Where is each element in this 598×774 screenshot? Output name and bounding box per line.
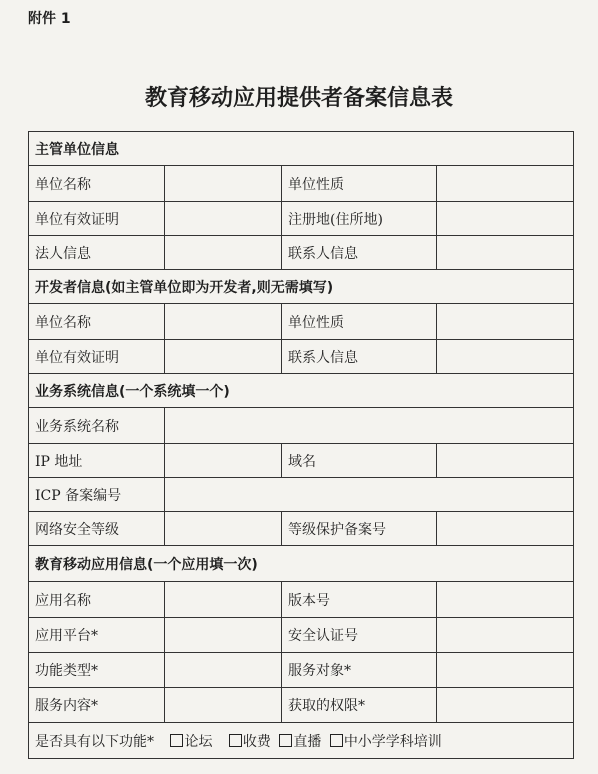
attachment-label: 附件 1 xyxy=(28,11,71,27)
section-app-header xyxy=(29,546,574,582)
field-label: 联系人信息 xyxy=(282,236,437,270)
field-label: 单位名称 xyxy=(29,304,165,340)
section-system-header xyxy=(29,374,574,408)
field-label: 法人信息 xyxy=(29,236,165,270)
section-supervisor-header xyxy=(29,132,574,166)
field-label: 安全认证号 xyxy=(282,618,437,653)
field-label: 获取的权限* xyxy=(282,688,437,723)
field-label: 服务内容* xyxy=(29,688,165,723)
field-label: 功能类型* xyxy=(29,653,165,688)
field-label: 域名 xyxy=(282,444,437,478)
supervisor-unit-cert-input[interactable] xyxy=(165,202,282,236)
supervisor-legal-person-input[interactable] xyxy=(165,236,282,270)
field-label: 业务系统名称 xyxy=(29,408,165,444)
field-label: 网络安全等级 xyxy=(29,512,165,546)
field-label: 单位有效证明 xyxy=(29,202,165,236)
system-security-level-input[interactable] xyxy=(165,512,282,546)
system-domain-input[interactable] xyxy=(437,444,574,478)
option-live[interactable]: 直播 xyxy=(279,734,321,750)
section-developer-header xyxy=(29,270,574,304)
system-name-input[interactable] xyxy=(165,408,574,444)
table-row xyxy=(29,340,574,374)
supervisor-contact-input[interactable] xyxy=(437,236,574,270)
field-label: IP 地址 xyxy=(29,444,165,478)
field-label: 应用名称 xyxy=(29,582,165,618)
table-row xyxy=(29,688,574,723)
app-platform-input[interactable] xyxy=(165,618,282,653)
field-label: 单位名称 xyxy=(29,166,165,202)
option-forum[interactable]: 论坛 xyxy=(170,734,212,750)
filing-info-table xyxy=(28,131,574,759)
section-title: 开发者信息(如主管单位即为开发者,则无需填写) xyxy=(29,270,574,304)
field-label: ICP 备案编号 xyxy=(29,478,165,512)
table-row xyxy=(29,304,574,340)
field-label: 等级保护备案号 xyxy=(282,512,437,546)
section-title: 业务系统信息(一个系统填一个) xyxy=(29,374,574,408)
table-row xyxy=(29,166,574,202)
app-cert-no-input[interactable] xyxy=(437,618,574,653)
table-row xyxy=(29,582,574,618)
developer-unit-name-input[interactable] xyxy=(165,304,282,340)
app-content-input[interactable] xyxy=(165,688,282,723)
field-label: 单位性质 xyxy=(282,304,437,340)
table-row xyxy=(29,512,574,546)
function-options-row xyxy=(29,723,574,759)
app-func-type-input[interactable] xyxy=(165,653,282,688)
developer-contact-input[interactable] xyxy=(437,340,574,374)
option-charge[interactable]: 收费 xyxy=(229,734,271,750)
checkbox-icon[interactable] xyxy=(170,734,183,747)
section-title: 主管单位信息 xyxy=(29,132,574,166)
developer-unit-nature-input[interactable] xyxy=(437,304,574,340)
field-label: 是否具有以下功能* xyxy=(35,733,154,750)
app-name-input[interactable] xyxy=(165,582,282,618)
field-label: 联系人信息 xyxy=(282,340,437,374)
table-row xyxy=(29,723,574,759)
checkbox-icon[interactable] xyxy=(330,734,343,747)
table-row xyxy=(29,478,574,512)
form-title: 教育移动应用提供者备案信息表 xyxy=(144,86,453,111)
table-row xyxy=(29,618,574,653)
checkbox-icon[interactable] xyxy=(229,734,242,747)
table-row xyxy=(29,202,574,236)
field-label: 单位有效证明 xyxy=(29,340,165,374)
field-label: 版本号 xyxy=(282,582,437,618)
app-permissions-input[interactable] xyxy=(437,688,574,723)
table-row xyxy=(29,653,574,688)
supervisor-unit-name-input[interactable] xyxy=(165,166,282,202)
app-target-input[interactable] xyxy=(437,653,574,688)
checkbox-icon[interactable] xyxy=(279,734,292,747)
developer-unit-cert-input[interactable] xyxy=(165,340,282,374)
system-ip-input[interactable] xyxy=(165,444,282,478)
supervisor-reg-place-input[interactable] xyxy=(437,202,574,236)
app-version-input[interactable] xyxy=(437,582,574,618)
table-row xyxy=(29,444,574,478)
system-icp-input[interactable] xyxy=(165,478,574,512)
field-label: 服务对象* xyxy=(282,653,437,688)
system-protection-no-input[interactable] xyxy=(437,512,574,546)
option-k12-tutoring[interactable]: 中小学学科培训 xyxy=(330,734,442,750)
table-row xyxy=(29,236,574,270)
field-label: 应用平台* xyxy=(29,618,165,653)
section-title: 教育移动应用信息(一个应用填一次) xyxy=(29,546,574,582)
field-label: 单位性质 xyxy=(282,166,437,202)
table-row xyxy=(29,408,574,444)
supervisor-unit-nature-input[interactable] xyxy=(437,166,574,202)
field-label: 注册地(住所地) xyxy=(282,202,437,236)
